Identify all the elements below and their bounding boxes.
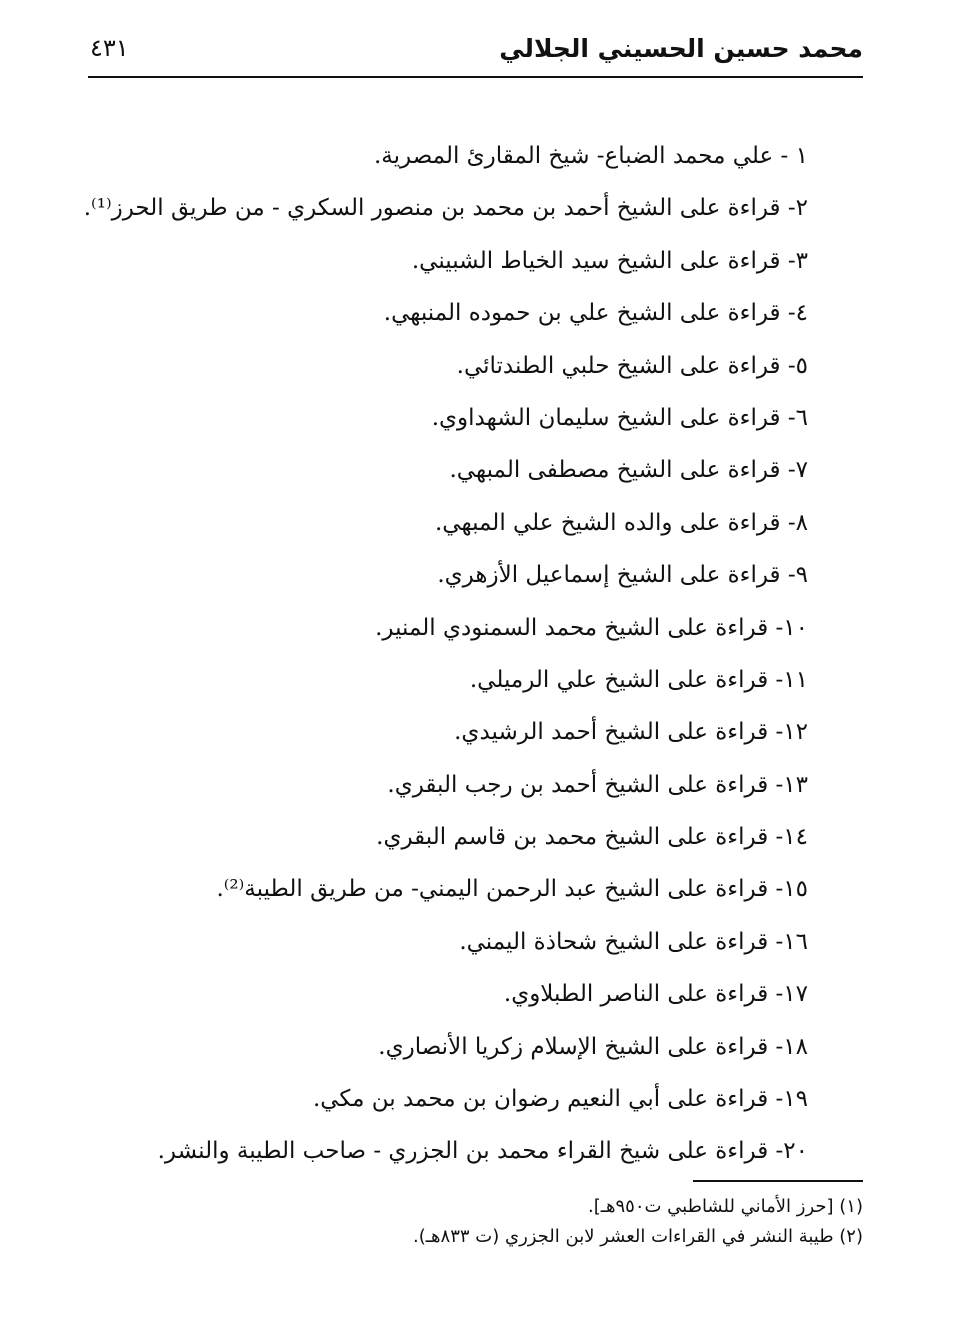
- list-item: ١٧- قراءة على الناصر الطبلاوي.: [503, 981, 808, 1008]
- list-item: ٦- قراءة على الشيخ سليمان الشهداوي.: [431, 404, 808, 431]
- list-item: ١١- قراءة على الشيخ علي الرميلي.: [469, 666, 808, 693]
- footnote-divider: [693, 1180, 863, 1182]
- list-item: ٤- قراءة على الشيخ علي بن حموده المنبهي.: [383, 300, 808, 327]
- footnote: (٢) طيبة النشر في القراءات العشر لابن الجزري (ت ٨٣٣هـ).: [413, 1226, 863, 1247]
- list-item: ١٣- قراءة على الشيخ أحمد بن رجب البقري.: [387, 771, 808, 798]
- list-item: ١٨- قراءة على الشيخ الإسلام زكريا الأنصاري.: [378, 1033, 808, 1060]
- list-item: ٣- قراءة على الشيخ سيد الخياط الشبيني.: [411, 247, 808, 274]
- list-item: ١٩- قراءة على أبي النعيم رضوان بن محمد بن مكي.: [312, 1086, 808, 1113]
- footnotes: [163, 1192, 863, 1252]
- chain-of-readings-list: [83, 140, 808, 1188]
- page-number: ٤٣١: [90, 34, 129, 62]
- list-item: ١ - علي محمد الضباع- شيخ المقارئ المصرية.: [373, 143, 808, 169]
- list-item: ١٥- قراءة على الشيخ عبد الرحمن اليمني- من طريق الطيبة⁽²⁾.: [216, 876, 808, 903]
- list-item: ٧- قراءة على الشيخ مصطفى المبهي.: [449, 457, 808, 484]
- list-item: ١٦- قراءة على الشيخ شحاذة اليمني.: [459, 928, 808, 955]
- list-item: ١٠- قراءة على الشيخ محمد السمنودي المنير.: [375, 614, 808, 641]
- header-title: محمد حسين الحسيني الجلالي: [499, 34, 863, 63]
- list-item: ٩- قراءة على الشيخ إسماعيل الأزهري.: [437, 562, 808, 589]
- list-item: ٢- قراءة على الشيخ أحمد بن محمد بن منصور السكري - من طريق الحرز⁽¹⁾.: [83, 195, 808, 222]
- list-item: ٢٠- قراءة على شيخ القراء محمد بن الجزري - صاحب الطيبة والنشر.: [157, 1138, 808, 1165]
- footnote: (١) [حرز الأماني للشاطبي ت٩٥٠هـ].: [587, 1196, 863, 1217]
- list-item: ١٢- قراءة على الشيخ أحمد الرشيدي.: [454, 719, 808, 746]
- list-item: ١٤- قراءة على الشيخ محمد بن قاسم البقري.: [376, 824, 808, 851]
- list-item: ٥- قراءة على الشيخ حلبي الطندتائي.: [456, 352, 808, 379]
- page-header: [88, 28, 863, 78]
- list-item: ٨- قراءة على والده الشيخ علي المبهي.: [434, 509, 808, 536]
